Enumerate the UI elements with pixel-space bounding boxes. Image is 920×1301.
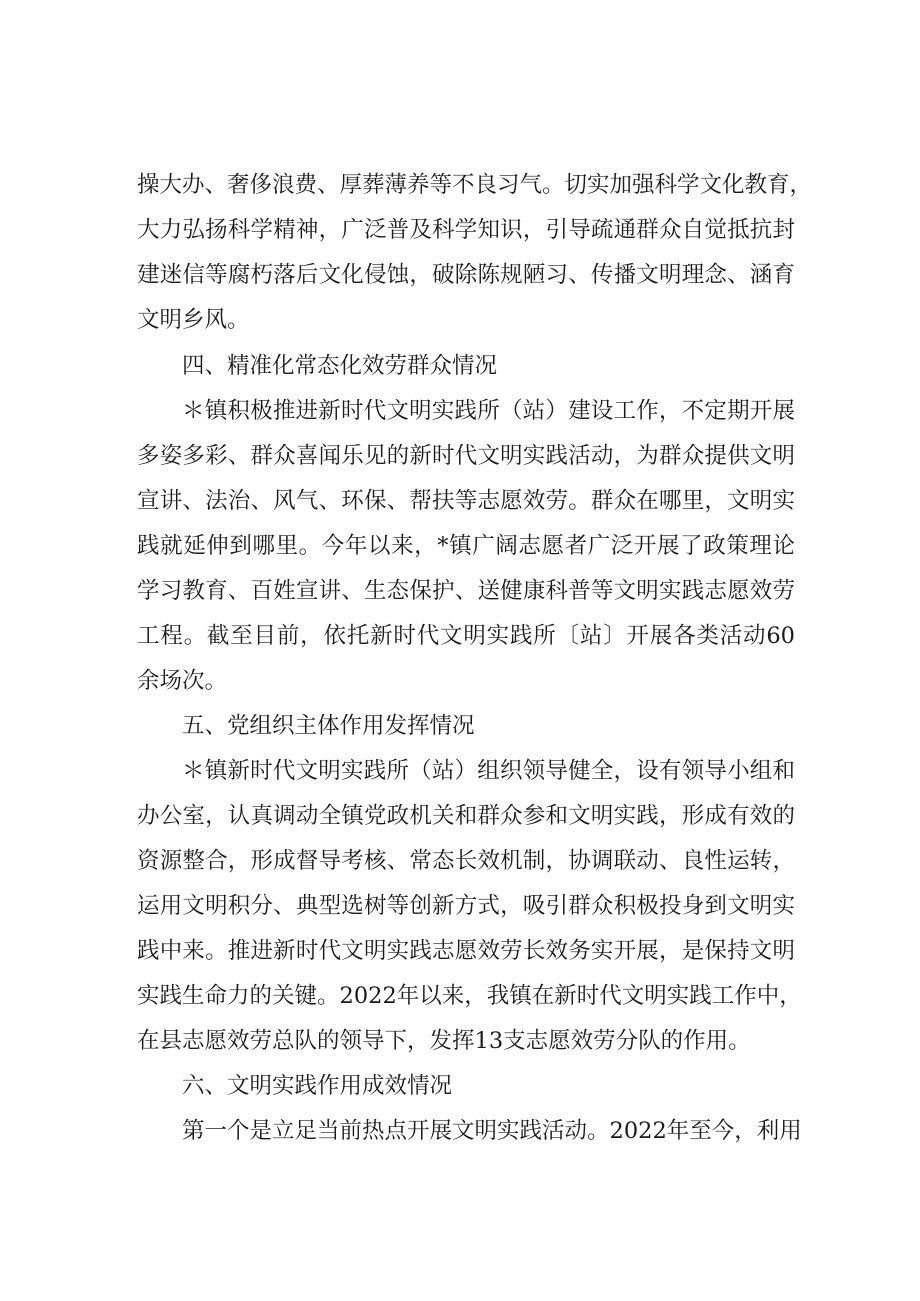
paragraph-line: 大力弘扬科学精神，广泛普及科学知识，引导疏通群众自觉抵抗封: [137, 217, 795, 243]
paragraph-line: 实践生命力的关键。2022年以来，我镇在新时代文明实践工作中，: [137, 983, 802, 1009]
paragraph-line: 在县志愿效劳总队的领导下，发挥13支志愿效劳分队的作用。: [137, 1028, 751, 1054]
paragraph-line: 建迷信等腐朽落后文化侵蚀，破除陈规陋习、传播文明理念、涵育: [137, 262, 795, 288]
paragraph-line: 工程。截至目前，依托新时代文明实践所〔站〕开展各类活动60: [137, 623, 795, 649]
paragraph-line: 运用文明积分、典型选树等创新方式，吸引群众积极投身到文明实: [137, 893, 795, 919]
paragraph-line: 践就延伸到哪里。今年以来，*镇广阔志愿者广泛开展了政策理论: [137, 533, 795, 559]
paragraph-line: ＊镇新时代文明实践所（站）组织领导健全，设有领导小组和: [182, 758, 795, 784]
paragraph-line: 第一个是立足当前热点开展文明实践活动。2022年至今，利用: [182, 1118, 802, 1144]
section-heading: 五、党组织主体作用发挥情况: [182, 713, 475, 739]
paragraph-line: 余场次。: [137, 668, 228, 694]
paragraph-line: 操大办、奢侈浪费、厚葬薄养等不良习气。切实加强科学文化教育，: [137, 172, 813, 198]
section-heading: 六、文明实践作用成效情况: [182, 1073, 453, 1099]
paragraph-line: 践中来。推进新时代文明实践志愿效劳长效务实开展，是保持文明: [137, 938, 795, 964]
paragraph-line: 学习教育、百姓宣讲、生态保护、送健康科普等文明实践志愿效劳: [137, 578, 795, 604]
paragraph-line: ＊镇积极推进新时代文明实践所（站）建设工作，不定期开展: [182, 398, 795, 424]
paragraph-line: 多姿多彩、群众喜闻乐见的新时代文明实践活动，为群众提供文明: [137, 443, 795, 469]
section-heading: 四、精准化常态化效劳群众情况: [182, 353, 498, 379]
paragraph-line: 宣讲、法治、风气、环保、帮扶等志愿效劳。群众在哪里，文明实: [137, 488, 795, 514]
paragraph-line: 文明乡风。: [137, 307, 250, 333]
paragraph-line: 办公室，认真调动全镇党政机关和群众参和文明实践，形成有效的: [137, 803, 795, 829]
paragraph-line: 资源整合，形成督导考核、常态长效机制，协调联动、良性运转，: [137, 848, 795, 874]
